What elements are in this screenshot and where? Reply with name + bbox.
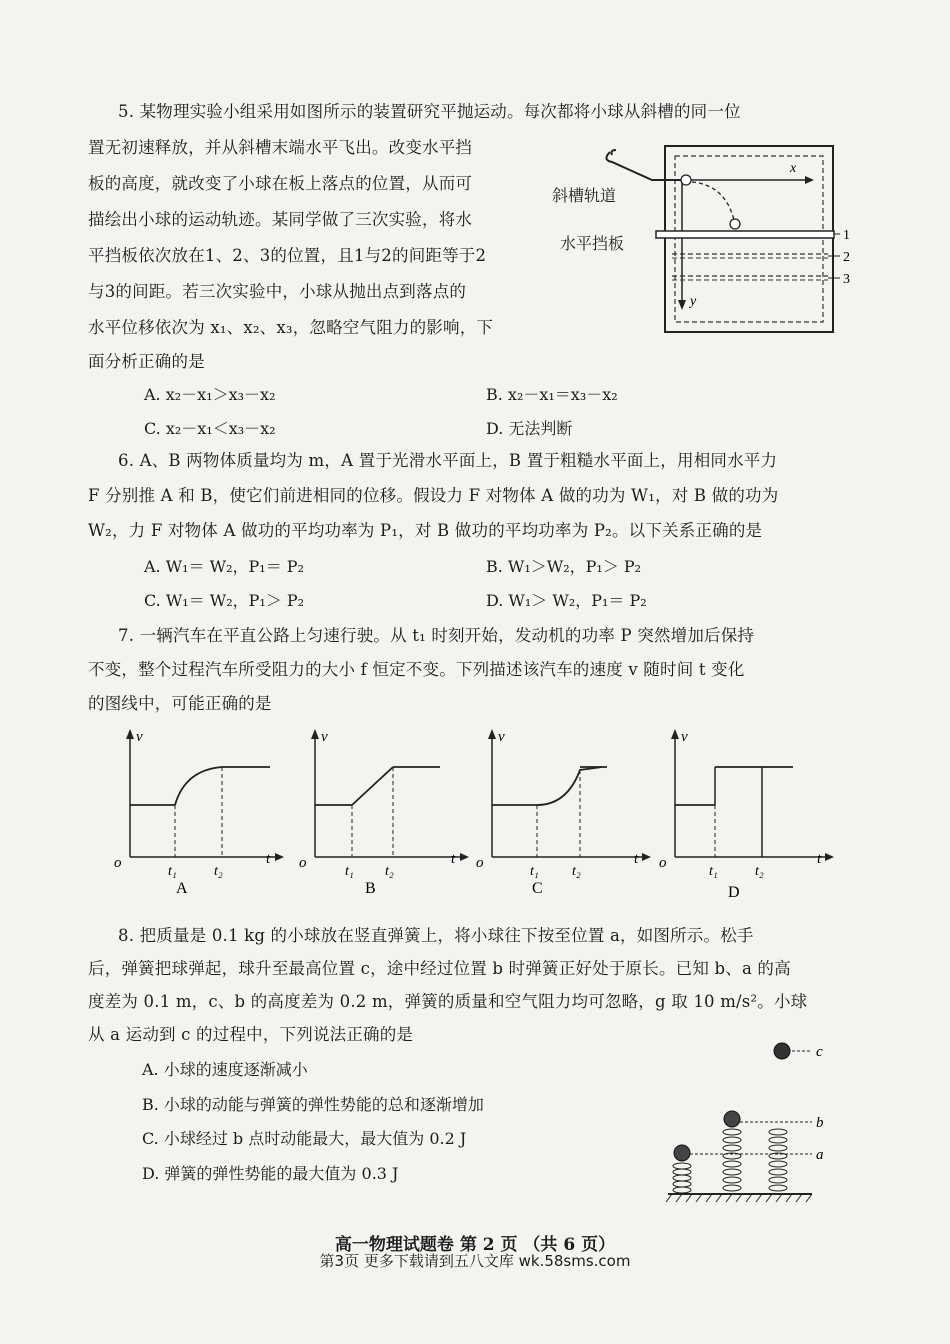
svg-text:t₁: t₁ <box>168 864 177 879</box>
q6-option-a[interactable]: A. W₁＝ W₂，P₁＝ P₂ <box>144 557 304 576</box>
graph-b <box>299 729 469 897</box>
watermark: 第3页 更多下载请到五八文库 wk.58sms.com <box>319 1252 631 1270</box>
graph-a-curve <box>175 767 270 805</box>
q8-line-3: 度差为 0.1 m，c、b 的高度差为 0.2 m，弹簧的质量和空气阻力均可忽略，g 取 10 m/s²。小球 <box>88 992 808 1011</box>
svg-text:a: a <box>816 1147 824 1163</box>
q5-line-2: 置无初速释放，并从斜槽末端水平飞出。改变水平挡 <box>88 138 473 157</box>
ball-at-b <box>724 1111 740 1127</box>
svg-text:t: t <box>817 851 822 867</box>
q5-line-5: 平挡板依次放在1、2、3的位置，且1与2的间距等于2 <box>88 246 487 265</box>
q8-option-d[interactable]: D. 弹簧的弹性势能的最大值为 0.3 J <box>142 1164 399 1183</box>
page-footer: 高一物理试题卷 第 2 页 （共 6 页） <box>334 1235 616 1255</box>
pos-3-label: 3 <box>843 272 850 287</box>
ball-at-a <box>674 1145 690 1161</box>
pos-2-label: 2 <box>843 250 850 265</box>
q8-spring-diagram <box>660 1040 860 1210</box>
q6-option-d[interactable]: D. W₁＞ W₂，P₁＝ P₂ <box>486 591 647 610</box>
ball-start <box>681 175 691 185</box>
q7-graphs <box>100 725 840 900</box>
pos-1-label: 1 <box>843 228 850 243</box>
q8-line-1: 8. 把质量是 0.1 kg 的小球放在竖直弹簧上，将小球往下按至位置 a，如图所示。松手 <box>118 926 754 945</box>
q7-line-3: 的图线中，可能正确的是 <box>88 694 272 713</box>
ball-land <box>730 219 740 229</box>
graph-b-curve <box>352 767 393 805</box>
q8-option-a[interactable]: A. 小球的速度逐渐减小 <box>142 1060 308 1079</box>
q6-line-2: F 分别推 A 和 B，使它们前进相同的位移。假设力 F 对物体 A 做的功为 W₁，对 B 做的功为 <box>88 486 779 505</box>
label-track: 斜槽轨道 <box>552 186 617 205</box>
axis-y-label: y <box>690 294 697 309</box>
q5-option-d[interactable]: D. 无法判断 <box>486 419 573 438</box>
graph-c-curve <box>537 767 602 805</box>
spring-natural <box>723 1111 741 1191</box>
q6-line-3: W₂，力 F 对物体 A 做功的平均功率为 P₁，对 B 做功的平均功率为 P₂。以下关系正确的是 <box>88 521 763 540</box>
y-arrow <box>678 300 686 310</box>
svg-text:t₂: t₂ <box>572 864 581 879</box>
svg-text:v: v <box>321 729 328 745</box>
svg-text:o: o <box>114 855 122 871</box>
q5-option-c[interactable]: C. x₂－x₁＜x₃－x₂ <box>144 419 276 438</box>
q8-line-4: 从 a 运动到 c 的过程中，下列说法正确的是 <box>88 1025 414 1044</box>
q7-line-1: 7. 一辆汽车在平直公路上匀速行驶。从 t₁ 时刻开始，发动机的功率 P 突然增加后保持 <box>118 626 755 645</box>
trajectory <box>692 182 734 220</box>
graph-a-label: A <box>176 880 188 897</box>
svg-text:b: b <box>816 1115 824 1131</box>
svg-text:t₂: t₂ <box>385 864 394 879</box>
graph-c-label: C <box>532 880 543 897</box>
q5-line-7: 水平位移依次为 x₁、x₂、x₃，忽略空气阻力的影响，下 <box>88 318 494 337</box>
label-board: 水平挡板 <box>560 234 625 253</box>
q5-line-6: 与3的间距。若三次实验中，小球从抛出点到落点的 <box>88 282 467 301</box>
q8-line-2: 后，弹簧把球弹起，球升至最高位置 c，途中经过位置 b 时弹簧正好处于原长。已知 b、a 的高 <box>88 959 791 978</box>
svg-text:t: t <box>451 851 456 867</box>
svg-text:t: t <box>266 851 271 867</box>
svg-text:v: v <box>498 729 505 745</box>
q8-option-b[interactable]: B. 小球的动能与弹簧的弹性势能的总和逐渐增加 <box>142 1095 484 1114</box>
q5-option-a[interactable]: A. x₂－x₁＞x₃－x₂ <box>144 385 276 404</box>
spring-free <box>769 1129 787 1191</box>
inner-frame <box>675 156 823 322</box>
svg-text:t₂: t₂ <box>755 864 764 879</box>
spring-compressed <box>673 1145 691 1193</box>
q8-option-c[interactable]: C. 小球经过 b 点时动能最大，最大值为 0.2 J <box>142 1129 467 1148</box>
q5-line-3: 板的高度，就改变了小球在板上落点的位置，从而可 <box>88 174 473 193</box>
svg-text:o: o <box>299 855 307 871</box>
axis-x-label: x <box>790 161 797 176</box>
q5-apparatus-diagram <box>600 140 850 340</box>
q5-line-4: 描绘出小球的运动轨迹。某同学做了三次实验，将水 <box>88 210 473 229</box>
svg-text:o: o <box>476 855 484 871</box>
graph-a <box>114 729 284 897</box>
svg-text:o: o <box>659 855 667 871</box>
graph-d-label: D <box>728 884 740 900</box>
svg-text:c: c <box>816 1044 823 1060</box>
graph-b-label: B <box>365 880 376 897</box>
x-arrow <box>805 176 814 184</box>
svg-text:t₂: t₂ <box>214 864 223 879</box>
chute-track <box>606 152 682 180</box>
graph-c <box>476 729 651 897</box>
svg-text:t: t <box>634 851 639 867</box>
svg-text:v: v <box>681 729 688 745</box>
svg-text:v: v <box>136 729 143 745</box>
svg-text:t₁: t₁ <box>345 864 354 879</box>
graph-d <box>659 729 834 900</box>
svg-text:t₁: t₁ <box>709 864 718 879</box>
board-position-1 <box>656 231 834 238</box>
q5-line-8: 面分析正确的是 <box>88 352 205 371</box>
ball-at-c <box>774 1043 790 1059</box>
q5-option-b[interactable]: B. x₂－x₁＝x₃－x₂ <box>486 385 618 404</box>
q6-option-c[interactable]: C. W₁＝ W₂，P₁＞ P₂ <box>144 591 305 610</box>
q7-line-2: 不变，整个过程汽车所受阻力的大小 f 恒定不变。下列描述该汽车的速度 v 随时间 t 变化 <box>88 660 745 679</box>
q6-option-b[interactable]: B. W₁＞W₂，P₁＞ P₂ <box>486 557 642 576</box>
svg-text:t₁: t₁ <box>530 864 539 879</box>
q5-line-1: 5. 某物理实验小组采用如图所示的装置研究平抛运动。每次都将小球从斜槽的同一位 <box>118 102 741 121</box>
q6-line-1: 6. A、B 两物体质量均为 m，A 置于光滑水平面上，B 置于粗糙水平面上，用相同水平力 <box>118 451 778 470</box>
